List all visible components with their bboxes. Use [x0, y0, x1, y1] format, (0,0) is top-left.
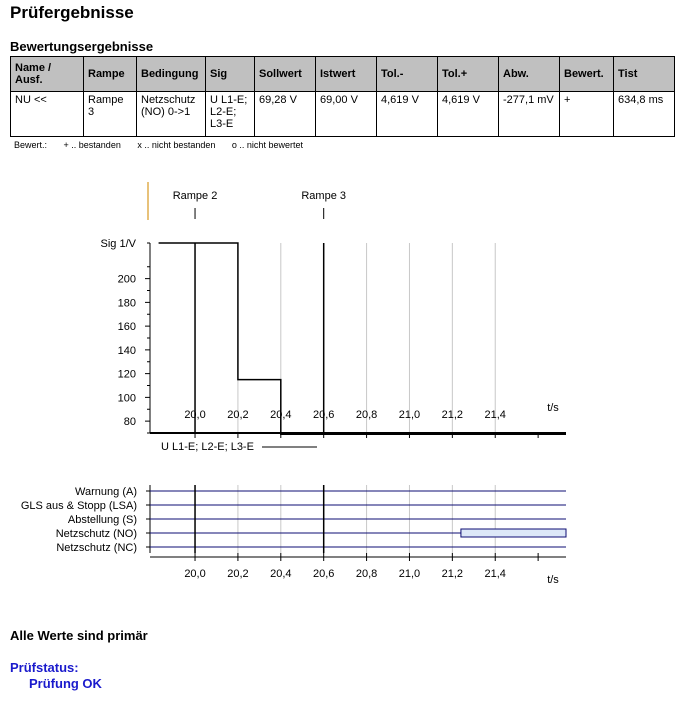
- col-header-bedingung: Bedingung: [137, 57, 206, 92]
- col-header-rampe: Rampe: [84, 57, 137, 92]
- cell-abw: -277,1 mV: [499, 92, 560, 137]
- cell-sollwert: 69,28 V: [255, 92, 316, 137]
- timeline-x-tick-label-3: 20,6: [312, 568, 335, 580]
- x-axis-label: t/s: [547, 402, 559, 414]
- timeline-x-tick-label-7: 21,4: [484, 568, 506, 580]
- cell-bedingung: Netzschutz (NO) 0->1: [137, 92, 206, 137]
- y-tick-label-1: 100: [117, 392, 136, 405]
- col-header-tol-minus: Tol.-: [377, 57, 438, 92]
- cell-sig: U L1-E; L2-E; L3-E: [206, 92, 255, 137]
- x-tick-label-2: 20,4: [270, 409, 292, 421]
- test-status-label: Prüfstatus:: [10, 660, 79, 675]
- col-header-sollwert: Sollwert: [255, 57, 316, 92]
- legend-not-rated: o .. nicht bewertet: [231, 140, 303, 150]
- cell-tol-plus: 4,619 V: [438, 92, 499, 137]
- timeline-x-tick-label-6: 21,2: [441, 568, 464, 580]
- y-tick-label-3: 140: [117, 344, 136, 357]
- channel-label-0: Warnung (A): [75, 486, 137, 498]
- cell-name: NU <<: [11, 92, 84, 137]
- timeline-x-tick-label-4: 20,8: [355, 568, 378, 580]
- col-header-istwert: Istwert: [316, 57, 377, 92]
- cell-tol-minus: 4,619 V: [377, 92, 438, 137]
- timeline-x-tick-label-0: 20,0: [184, 568, 206, 580]
- x-tick-label-4: 20,8: [355, 409, 378, 421]
- y-tick-label-0: 80: [123, 416, 136, 429]
- timeline-x-tick-label-2: 20,4: [270, 568, 292, 580]
- series-line-voltage: [159, 243, 566, 434]
- y-tick-label-2: 120: [117, 368, 136, 381]
- cell-bewert: +: [560, 92, 614, 137]
- x-tick-label-7: 21,4: [484, 409, 506, 421]
- x-tick-label-1: 20,2: [227, 409, 249, 421]
- page-title: Prüfergebnisse: [10, 3, 134, 22]
- series-legend-label: U L1-E; L2-E; L3-E: [161, 441, 254, 453]
- cell-tist: 634,8 ms: [614, 92, 675, 137]
- col-header-bewert: Bewert.: [560, 57, 614, 92]
- marker-label-1: Rampe 3: [301, 190, 347, 202]
- cell-rampe: Rampe 3: [84, 92, 137, 137]
- channel-label-3: Netzschutz (NO): [55, 528, 137, 540]
- channel-label-2: Abstellung (S): [67, 514, 137, 526]
- cell-istwert: 69,00 V: [316, 92, 377, 137]
- x-tick-label-0: 20,0: [184, 409, 206, 421]
- y-tick-label-4: 160: [117, 321, 136, 334]
- y-tick-label-5: 180: [117, 297, 136, 310]
- x-tick-label-3: 20,6: [312, 409, 335, 421]
- timeline-x-tick-label-5: 21,0: [398, 568, 421, 580]
- col-header-sig: Sig: [206, 57, 255, 92]
- x-tick-label-5: 21,0: [398, 409, 421, 421]
- marker-label-0: Rampe 2: [172, 190, 218, 202]
- col-header-abw: Abw.: [499, 57, 560, 92]
- legend-label: Bewert.:: [14, 140, 48, 150]
- test-status-value: Prüfung OK: [29, 676, 102, 691]
- col-header-tist: Tist: [614, 57, 675, 92]
- col-header-tol-plus: Tol.+: [438, 57, 499, 92]
- x-tick-label-6: 21,2: [441, 409, 464, 421]
- y-tick-label-6: 200: [117, 273, 136, 286]
- channel-label-4: Netzschutz (NC): [56, 542, 137, 554]
- timeline-x-tick-label-1: 20,2: [227, 568, 249, 580]
- section-title: Bewertungsergebnisse: [10, 39, 154, 54]
- col-header-name: Name / Ausf.: [11, 57, 84, 92]
- primary-values-note: Alle Werte sind primär: [10, 628, 148, 643]
- legend-failed: x .. nicht bestanden: [137, 140, 216, 150]
- active-interval-0: [461, 529, 566, 537]
- timeline-x-axis-label: t/s: [547, 574, 559, 586]
- channel-label-1: GLS aus & Stopp (LSA): [20, 500, 137, 512]
- legend-passed: + .. bestanden: [63, 140, 121, 150]
- y-axis-label: Sig 1/V: [100, 238, 136, 250]
